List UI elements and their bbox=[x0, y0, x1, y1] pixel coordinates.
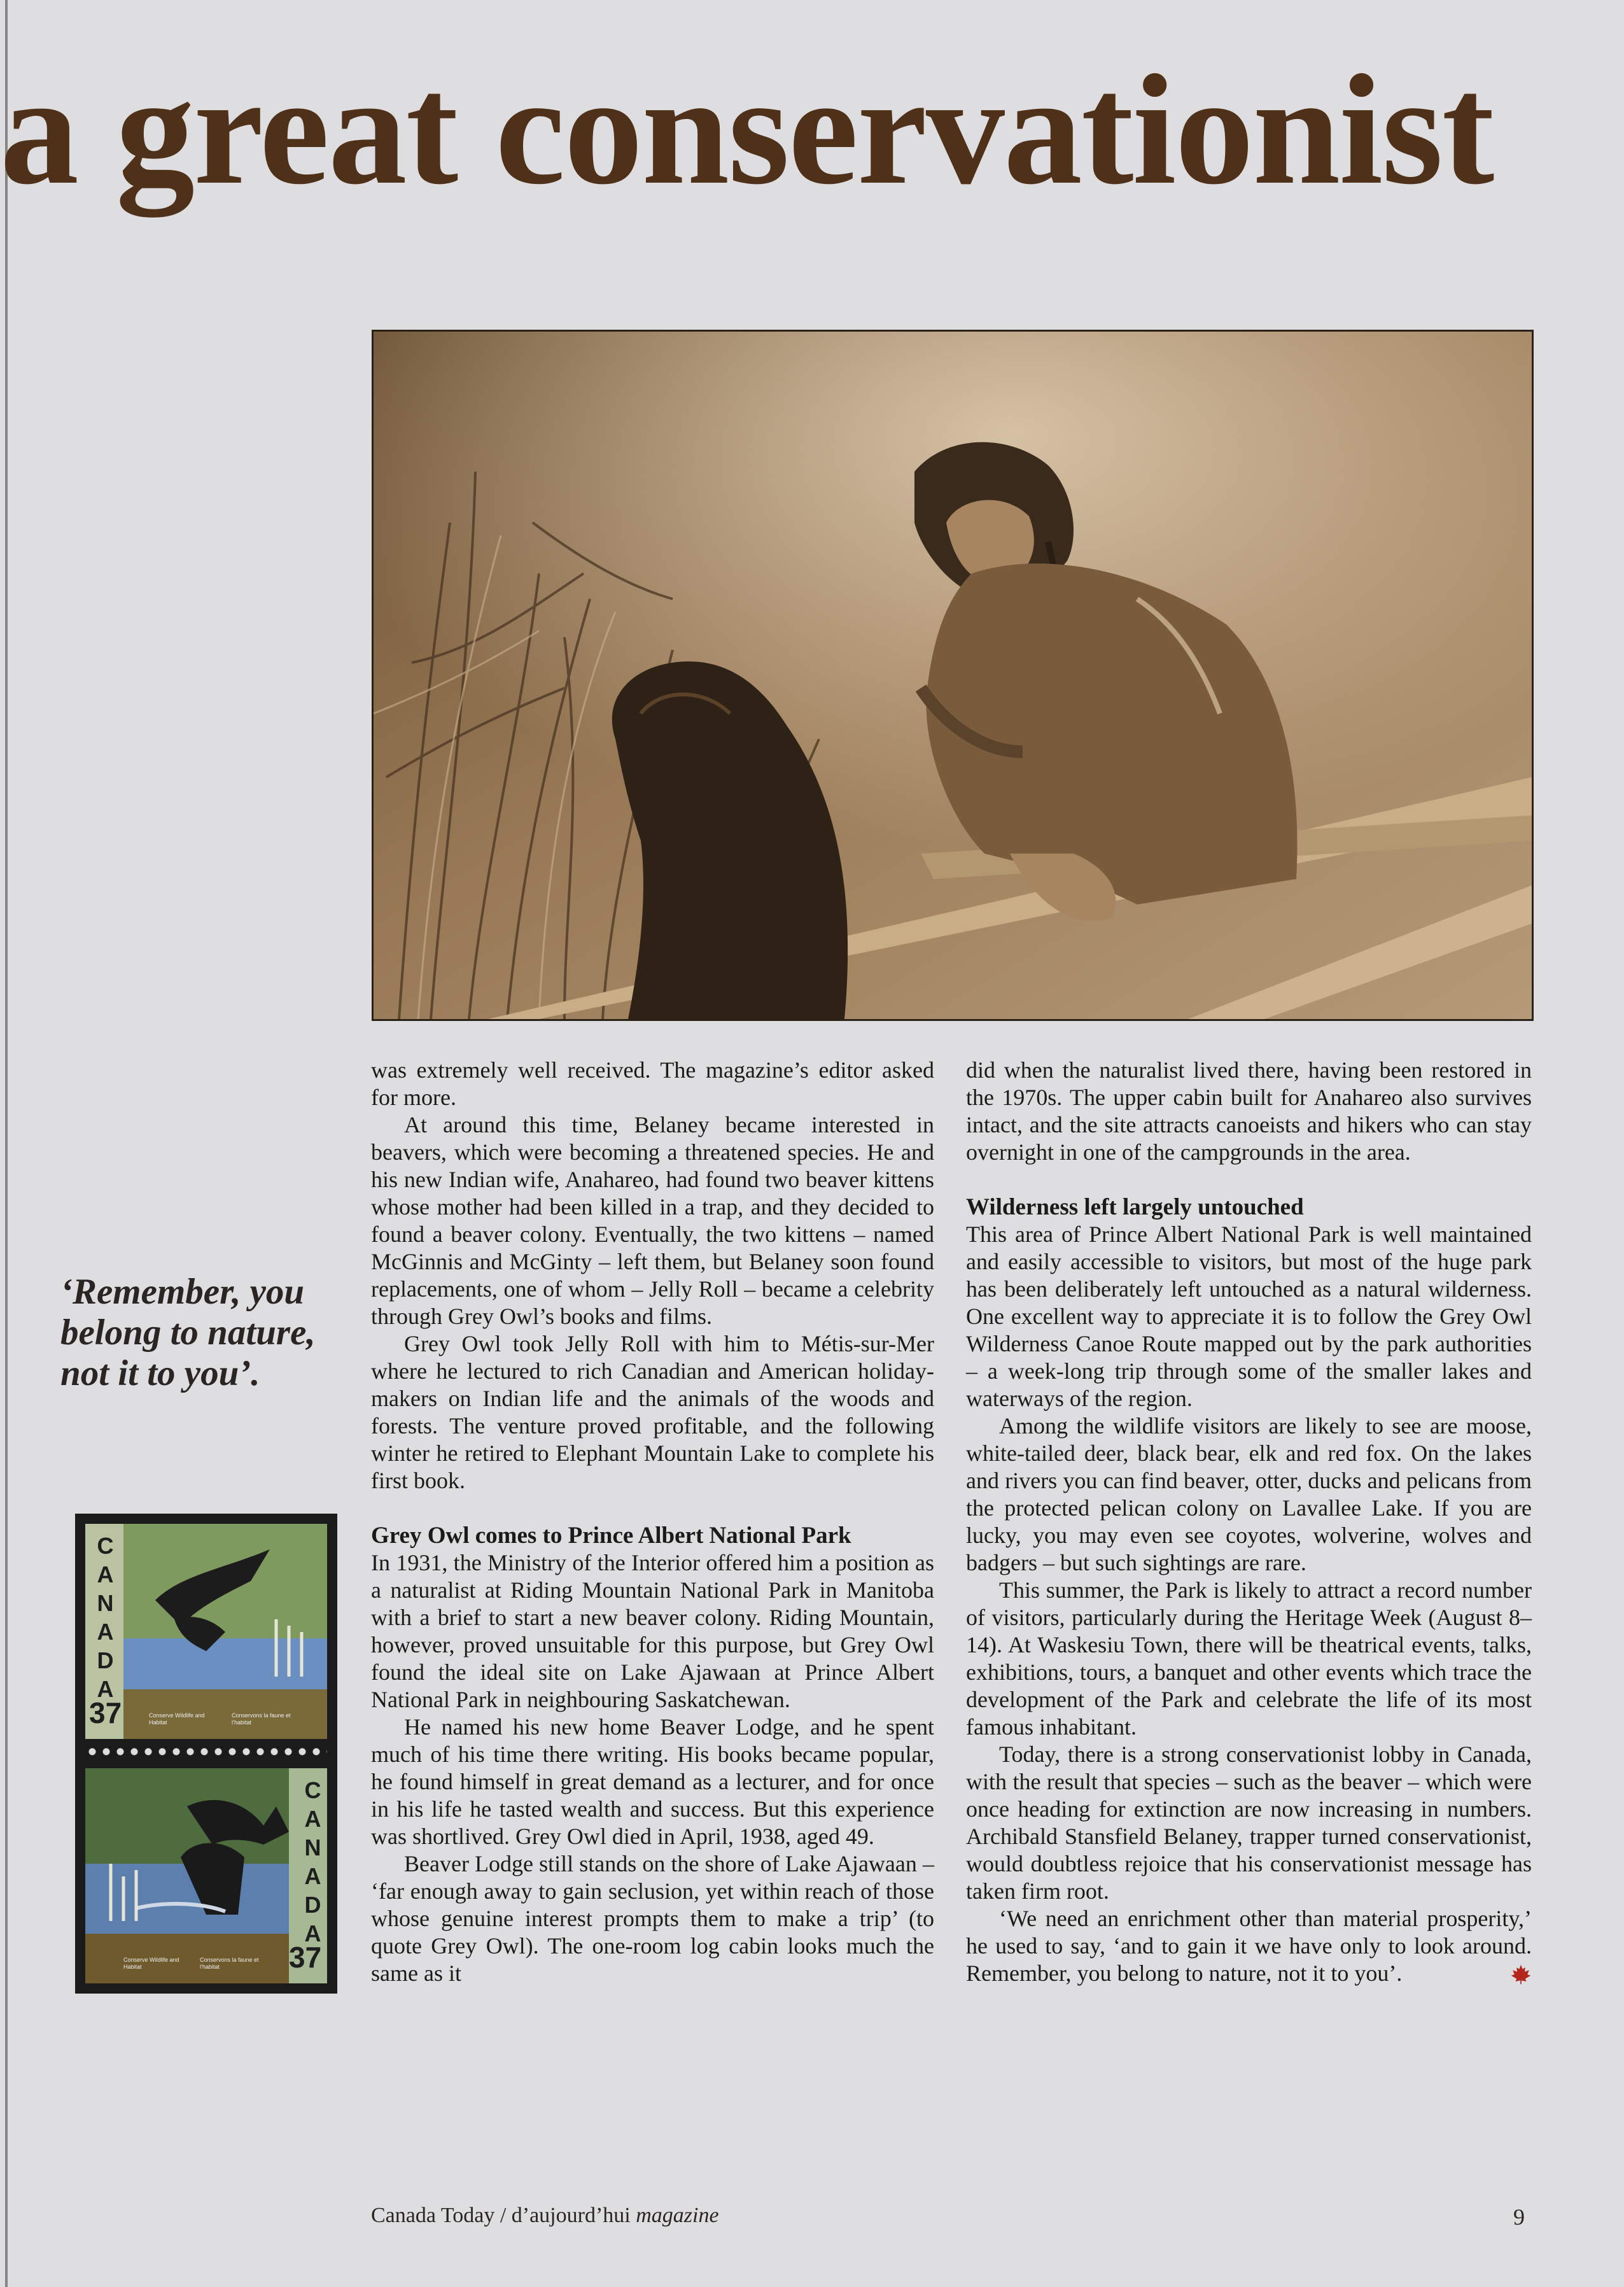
section-heading: Grey Owl comes to Prince Albert National Park bbox=[371, 1523, 851, 1549]
paragraph: This area of Prince Albert National Park is well maintained and easily accessible to visitors, but most of the huge park has been deliberately left untouched as a natural wilderness. One excellent way to appreciate it is to follow the Grey Owl Wilderness Canoe Route mapped out by the park authorities – a week-long trip through some of the smaller lakes and waterways of the region. bbox=[966, 1221, 1532, 1411]
paragraph: Among the wildlife visitors are likely to see are moose, white-tailed deer, black bear, elk and red fox. On the lakes and rivers you can find beaver, otter, ducks and pelicans from the protected pelican colony on Lavallee Lake. If you are lucky, you may even see coyotes, wolverine, wolves and badgers – but such sightings are rare. bbox=[966, 1413, 1532, 1575]
stamp-pair bbox=[75, 1514, 337, 1994]
grey-owl-beaver-photo bbox=[372, 330, 1534, 1021]
stamp-top-caption-fr: Conservons la faune et l’habitat bbox=[232, 1712, 291, 1726]
stamp-bottom-caption-en: Conserve Wildlife and Habitat bbox=[123, 1957, 179, 1970]
pull-quote: ‘Remember, you belong to nature, not it to you’. bbox=[60, 1272, 316, 1393]
page-footer bbox=[371, 2204, 719, 2228]
paragraph: Today, there is a strong conservationist lobby in Canada, with the result that species – such as the beaver – which were once heading for extinction are now increasing in numbers. Archibald Stansfield Belaney, trapper turned conservationist, would doubtless rejoice that his conservationist message has taken firm root. bbox=[966, 1742, 1532, 1904]
spacer bbox=[966, 1166, 1532, 1193]
article-headline: a great conservationist bbox=[0, 42, 1494, 217]
stamp-top-caption-en: Conserve Wildlife and Habitat bbox=[149, 1712, 205, 1726]
section-heading: Wilderness left largely untouched bbox=[966, 1194, 1304, 1220]
paragraph: He named his new home Beaver Lodge, and he spent much of his time there writing. His books became popular, he found himself in great demand as a lecturer, and for once in his life he tasted wealth and success. But this experience was shortlived. Grey Owl died in April, 1938, aged 49. bbox=[371, 1714, 934, 1849]
paragraph: In 1931, the Ministry of the Interior offered him a position as a naturalist at Riding Mountain National Park in Manitoba with a brief to start a new beaver colony. Riding Mountain, however, proved unsuitable for this purpose, but Grey Owl found the ideal site on Lake Ajawaan at Prince Albert National Park in neighbouring Saskatchewan. bbox=[371, 1550, 934, 1712]
article-column-2 bbox=[966, 1057, 1532, 1987]
paragraph: This summer, the Park is likely to attract a record number of visitors, particularly during the Heritage Week (August 8–14). At Waskesiu Town, there will be theatrical events, talks, exhibitions, tours, a banquet and other events which trace the development of the Park and celebrate the life of its most famous inhabitant. bbox=[966, 1577, 1532, 1740]
stamp-duck bbox=[85, 1524, 327, 1739]
footer-title: Canada Today / d’aujourd’hui bbox=[371, 2204, 631, 2227]
page-number: 9 bbox=[1513, 2204, 1525, 2230]
article-column-1 bbox=[371, 1057, 934, 1987]
paragraph: did when the naturalist lived there, having been restored in the 1970s. The upper cabin built for Anahareo also survives intact, and the site attracts canoeists and hikers who can stay overnight in one of the campgrounds in the area. bbox=[966, 1057, 1532, 1165]
stamp-top-denomination: 37 bbox=[89, 1696, 122, 1729]
paragraph: was extremely well received. The magazine’s editor asked for more. bbox=[371, 1057, 934, 1110]
spacer bbox=[371, 1495, 934, 1522]
paragraph: Beaver Lodge still stands on the shore of Lake Ajawaan – ‘far enough away to gain seclusion, yet within reach of those whose genuine interest prompts them to make a trip’ (to quote Grey Owl). The one-room log cabin looks much the same as it bbox=[371, 1851, 934, 1986]
stamp-moose bbox=[85, 1768, 327, 1983]
paragraph bbox=[966, 1905, 1532, 1987]
paragraph: Grey Owl took Jelly Roll with him to Métis-sur-Mer where he lectured to rich Canadian and American holiday-makers on Indian life and the animals of the woods and forests. The venture proved profitable, and the following winter he retired to Elephant Mountain Lake to complete his first book. bbox=[371, 1331, 934, 1493]
stamp-bottom-caption-fr: Conservons la faune et l’habitat bbox=[200, 1957, 259, 1970]
maple-leaf-icon bbox=[1510, 1964, 1532, 1985]
photo-illustration bbox=[374, 332, 1532, 1019]
closing-quote-text: ‘We need an enrichment other than material prosperity,’ he used to say, ‘and to gain it we have only to look around. Remember, you belong to nature, not it to you’. bbox=[966, 1906, 1532, 1986]
paragraph: At around this time, Belaney became interested in beavers, which were becoming a threatened species. He and his new Indian wife, Anahareo, had found two beaver kittens whose mother had been killed in a trap, and they decided to found a beaver colony. Eventually, the two kittens – named McGinnis and McGinty – left them, but Belaney soon found replacements, one of whom – Jelly Roll – became a celebrity through Grey Owl’s books and films. bbox=[371, 1112, 934, 1329]
stamp-top-country: CANADA bbox=[92, 1533, 118, 1705]
page-gutter-edge bbox=[5, 0, 8, 2287]
footer-title-italic: magazine bbox=[636, 2204, 719, 2227]
stamp-bottom-country: CANADA bbox=[300, 1777, 326, 1949]
stamp-bottom-denomination: 37 bbox=[289, 1941, 322, 1974]
stamp-perforation bbox=[85, 1745, 327, 1758]
